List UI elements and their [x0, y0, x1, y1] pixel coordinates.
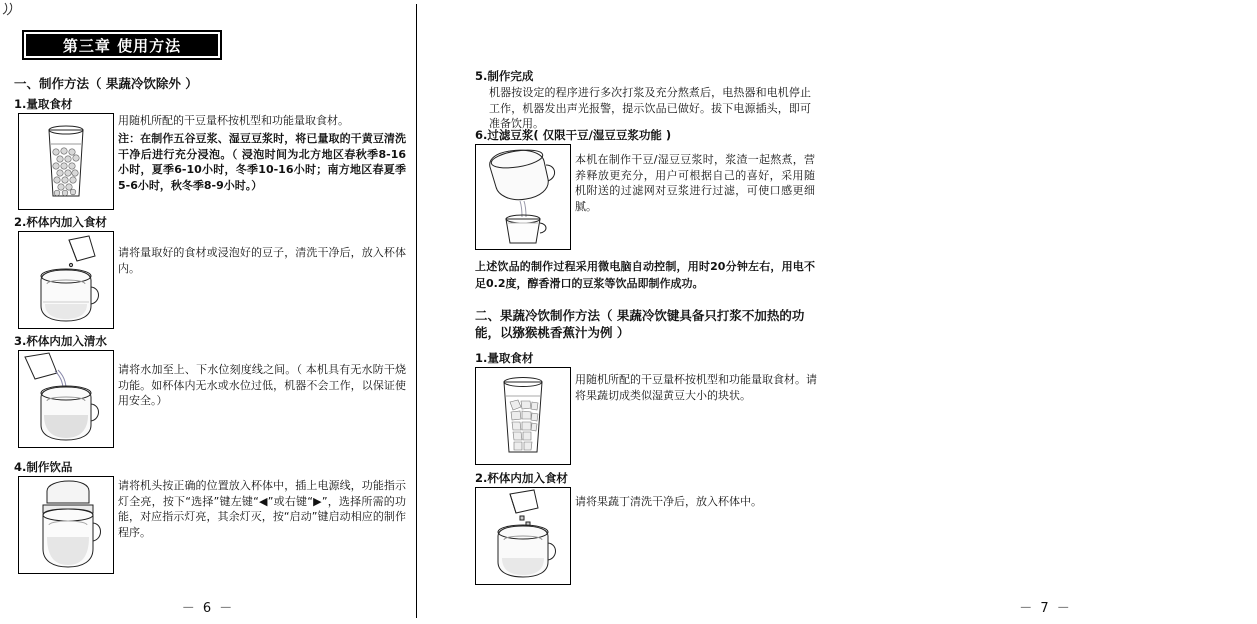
figure-assembled-machine — [18, 476, 114, 574]
step2-text-2: 请将果蔬丁清洗干净后，放入杯体中。 — [575, 495, 762, 508]
page-number-right: － 7 － — [1019, 601, 1072, 616]
step-heading-2: 2.杯体内加入食材 — [14, 215, 107, 229]
pouring-fruit-into-jug-icon — [476, 488, 570, 584]
section-title-2: 二、果蔬冷饮制作方法（ 果蔬冷饮键具备只打浆不加热的功能，以猕猴桃香蕉汁为例 ） — [475, 308, 805, 340]
filtering-soy-milk-icon — [476, 145, 570, 249]
step2-heading-1: 1.量取食材 — [475, 351, 534, 365]
glass-of-fruit-chunks-icon — [476, 368, 570, 464]
step-heading-1: 1.量取食材 — [14, 97, 73, 111]
figure-glass-of-soaked-beans — [18, 113, 114, 210]
left-page — [0, 0, 416, 624]
step-heading-5: 5.制作完成 — [475, 69, 534, 83]
figure-pouring-beans-into-jug — [18, 231, 114, 329]
pouring-water-into-jug-icon — [19, 351, 113, 447]
step-heading-6: 6.过滤豆浆( 仅限干豆/湿豆豆浆功能 ) — [475, 128, 672, 142]
page-number-left: － 6 － — [181, 601, 235, 616]
note-paragraph: 上述饮品的制作过程采用微电脑自动控制，用时20分钟左右，用电不足0.2度，醇香滑口的豆浆等饮品即制作成功。 — [475, 260, 815, 290]
pouring-beans-into-jug-icon — [19, 232, 113, 328]
right-page — [417, 0, 1072, 624]
glass-of-soaked-beans-icon — [19, 114, 113, 209]
step-text-2: 请将量取好的食材或浸泡好的豆子，清洗干净后，放入杯体内。 — [118, 246, 406, 275]
step-text-1b: 注：在制作五谷豆浆、湿豆豆浆时，将已量取的干黄豆清洗干净后进行充分浸泡。（ 浸泡时间为北方地区春秋季8-16小时，夏季6-10小时，冬季10-16小时；南方地区春夏季5-6小时，秋冬季8-9小时。） — [118, 132, 406, 192]
chapter-banner-title: 第三章 使用方法 — [62, 36, 182, 55]
section-title-1: 一、制作方法（ 果蔬冷饮除外 ） — [14, 76, 198, 91]
step-text-4: 请将机头按正确的位置放入杯体中，插上电源线，功能指示灯全亮，按下“选择”键左键“◀”或右键“▶”，选择所需的功能，对应指示灯亮，其余灯灭，按“启动”键启动相应的制作程序。 — [118, 479, 406, 539]
step-text-6: 本机在制作干豆/湿豆豆浆时，浆渣一起熬煮，营养释放更充分，用户可根据自己的喜好，采用随机附送的过滤网对豆浆进行过滤，可使口感更细腻。 — [575, 153, 815, 213]
figure-pouring-water-into-jug — [18, 350, 114, 448]
step2-text-1: 用随机所配的干豆量杯按机型和功能量取食材。请将果蔬切成类似湿黄豆大小的块状。 — [575, 373, 817, 402]
step-heading-4: 4.制作饮品 — [14, 460, 73, 474]
step-heading-3: 3.杯体内加入清水 — [14, 334, 107, 348]
figure-filtering-soy-milk — [475, 144, 571, 250]
assembled-machine-icon — [19, 477, 113, 573]
step-text-5: 机器按设定的程序进行多次打浆及充分熬煮后，电热器和电机停止工作，机器发出声光报警，提示饮品已做好。拔下电源插头，即可准备饮用。 — [489, 86, 811, 130]
step-text-3: 请将水加至上、下水位刻度线之间。（ 本机具有无水防干烧功能。如杯体内无水或水位过低，机器不会工作，以保证使用安全。） — [118, 363, 406, 407]
figure-glass-of-fruit-chunks — [475, 367, 571, 465]
step-text-1a: 用随机所配的干豆量杯按机型和功能量取食材。 — [118, 114, 349, 127]
figure-pouring-fruit-into-jug — [475, 487, 571, 585]
chapter-banner — [22, 30, 222, 60]
step2-heading-2: 2.杯体内加入食材 — [475, 471, 568, 485]
